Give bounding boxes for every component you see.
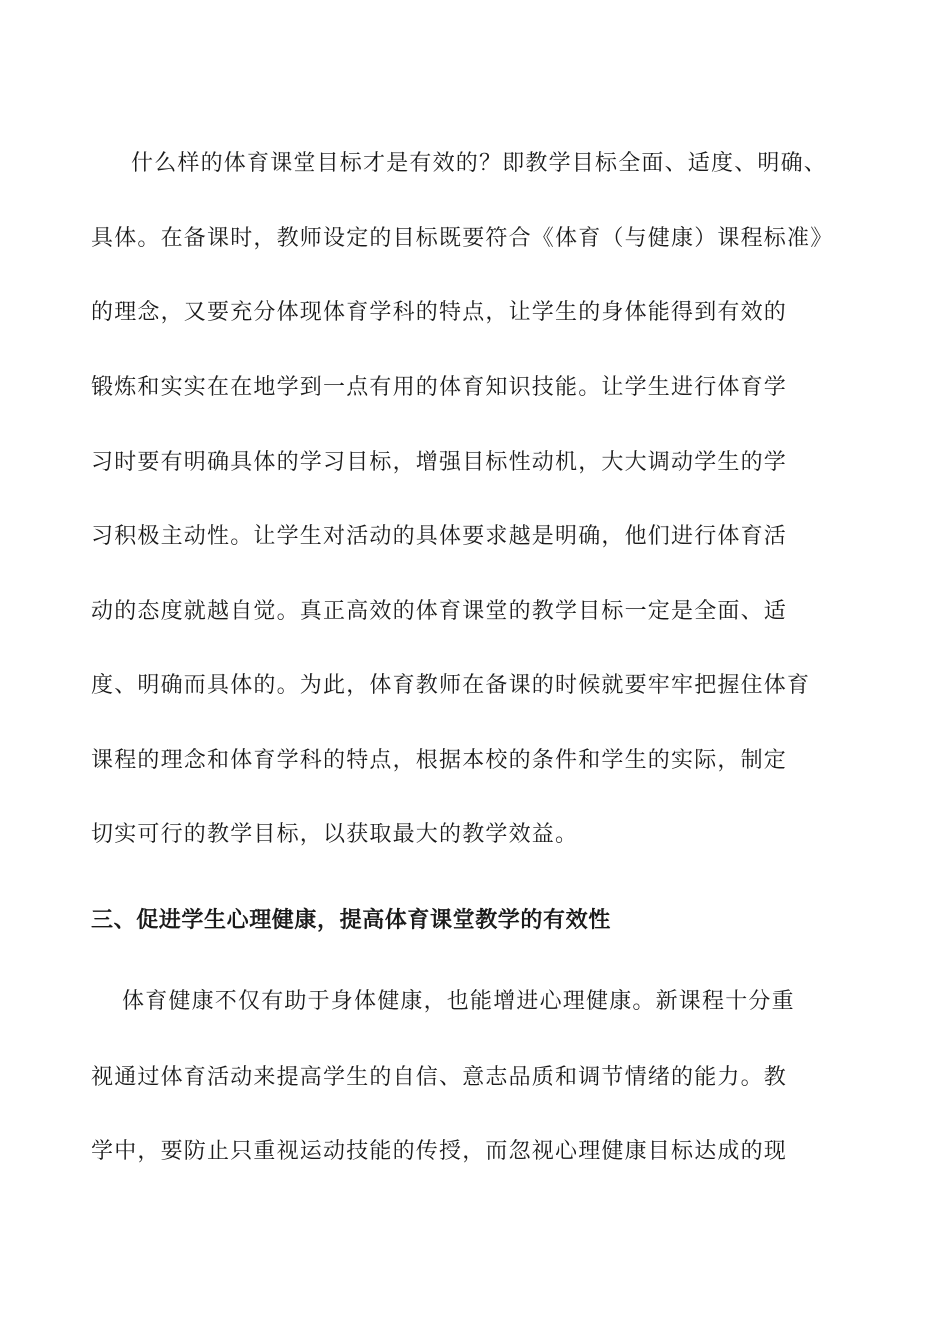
paragraph1-line: 锻炼和实实在在地学到一点有用的体育知识技能。让学生进行体育学 xyxy=(91,375,788,400)
paragraph1-line: 什么样的体育课堂目标才是有效的？即教学目标全面、适度、明确、 xyxy=(131,151,828,176)
section-heading: 三、促进学生心理健康，提高体育课堂教学的有效性 xyxy=(91,908,611,933)
paragraph1-line: 动的态度就越自觉。真正高效的体育课堂的教学目标一定是全面、适 xyxy=(91,599,788,624)
paragraph1-line: 课程的理念和体育学科的特点，根据本校的条件和学生的实际，制定 xyxy=(91,748,788,773)
paragraph2-line: 体育健康不仅有助于身体健康，也能增进心理健康。新课程十分重 xyxy=(122,989,795,1014)
paragraph1-line: 切实可行的教学目标，以获取最大的教学效益。 xyxy=(91,822,579,847)
paragraph1-line: 的理念，又要充分体现体育学科的特点，让学生的身体能得到有效的 xyxy=(91,300,788,325)
paragraph2-line: 视通过体育活动来提高学生的自信、意志品质和调节情绪的能力。教 xyxy=(91,1065,788,1090)
paragraph1-line: 度、明确而具体的。为此，体育教师在备课的时候就要牢牢把握住体育 xyxy=(91,673,811,698)
paragraph1-line: 习时要有明确具体的学习目标，增强目标性动机，大大调动学生的学 xyxy=(91,450,788,475)
paragraph2-line: 学中，要防止只重视运动技能的传授，而忽视心理健康目标达成的现 xyxy=(91,1139,788,1164)
paragraph1-line: 具体。在备课时，教师设定的目标既要符合《体育（与健康）课程标准》 xyxy=(91,226,834,251)
paragraph1-line: 习积极主动性。让学生对活动的具体要求越是明确，他们进行体育活 xyxy=(91,524,788,549)
